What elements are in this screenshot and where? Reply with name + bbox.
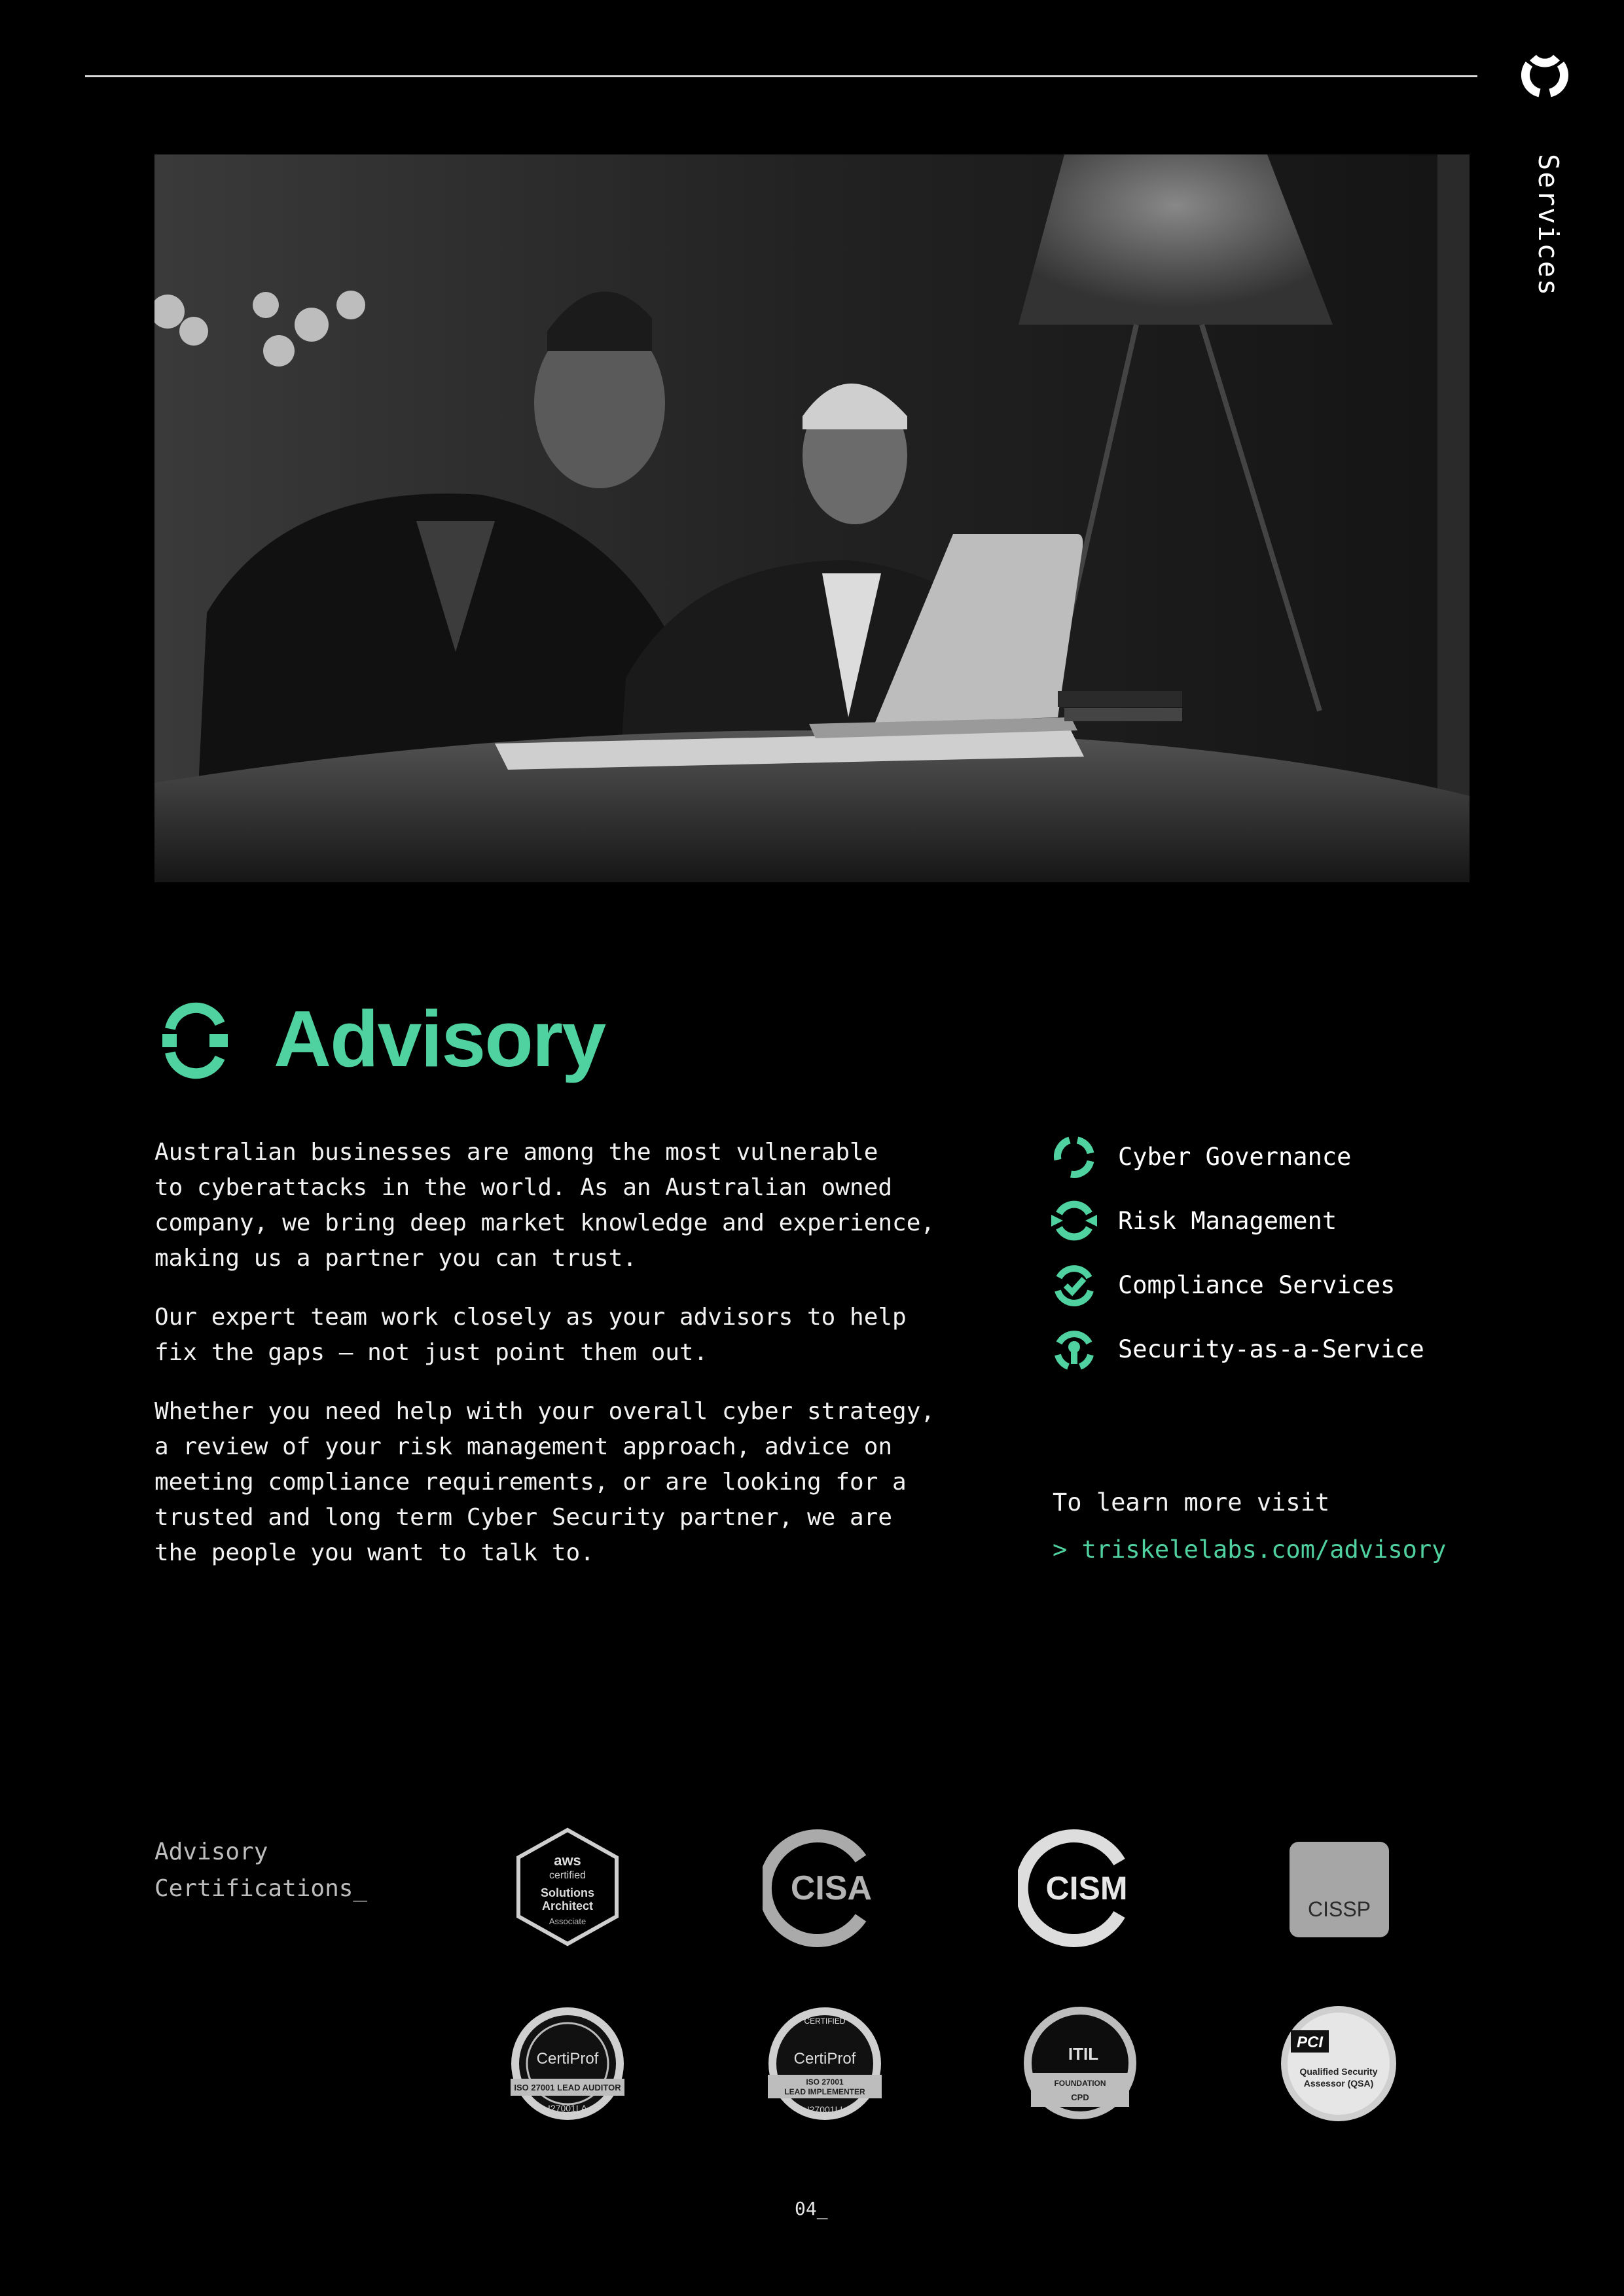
learn-more-text: To learn more visit [1053,1488,1330,1516]
svg-text:aws: aws [554,1852,581,1869]
body-text [154,1135,1005,1594]
triskele-logo-icon [1520,51,1570,103]
service-label: Security-as-a-Service [1118,1335,1424,1363]
service-label: Cyber Governance [1118,1142,1352,1171]
service-label: Compliance Services [1118,1270,1396,1299]
business-meeting-photo [154,154,1470,882]
svg-text:I27001LA: I27001LA [548,2103,587,2113]
section-title: Advisory [274,994,605,1083]
svg-text:PCI: PCI [1296,2034,1324,2051]
svg-text:Solutions: Solutions [541,1886,594,1899]
risk-management-icon [1051,1198,1097,1244]
svg-text:Assessor (QSA): Assessor (QSA) [1303,2078,1374,2089]
security-as-a-service-icon [1051,1326,1097,1372]
cisa-badge [763,1826,887,1950]
paragraph-offer: Whether you need help with your overall cyber strategy, a review of your risk management approach, advice on meeting compliance requirements, or are looking for a trusted and long term Cyber Security partner, we are the people you want to talk to. [154,1398,935,1566]
section-label: Services [1532,154,1564,297]
service-item-risk-management [1051,1189,1549,1253]
itil-foundation-badge [1018,2000,1142,2124]
service-item-cyber-governance [1051,1124,1549,1189]
cism-badge [1018,1826,1142,1950]
paragraph-team: Our expert team work closely as your advisors to help fix the gaps – not just point them out. [154,1304,907,1366]
advisory-icon [162,1000,228,1081]
svg-text:CertiProf: CertiProf [793,2050,856,2068]
aws-solutions-architect-badge [505,1825,630,1949]
svg-text:Qualified Security: Qualified Security [1299,2066,1378,2077]
page-number: 04_ [795,2198,828,2219]
pci-qsa-badge [1276,2001,1401,2126]
service-label: Risk Management [1118,1206,1337,1235]
svg-text:certified: certified [549,1870,586,1881]
certifications-label: Advisory Certifications_ [154,1839,368,1902]
iso-27001-lead-implementer-badge [763,2001,887,2126]
svg-text:CertiProf: CertiProf [536,2050,599,2068]
svg-text:CISM: CISM [1045,1870,1128,1907]
svg-text:Associate: Associate [549,1916,586,1926]
svg-text:CPD: CPD [1071,2092,1089,2102]
advisory-link[interactable]: > triskelelabs.com/advisory [1053,1535,1447,1564]
svg-text:ISO 27001 LEAD AUDITOR: ISO 27001 LEAD AUDITOR [514,2083,621,2092]
compliance-services-icon [1051,1262,1097,1308]
svg-text:ISO 27001: ISO 27001 [806,2077,844,2087]
svg-text:Architect: Architect [541,1899,594,1912]
header-divider [85,75,1477,77]
paragraph-intro: Australian businesses are among the most vulnerable to cyberattacks in the world. As an Australian owned company, we bring deep market knowledge and experience, making us a partner you can trust. [154,1139,935,1272]
svg-text:CISSP: CISSP [1307,1897,1371,1921]
svg-text:ITIL: ITIL [1068,2044,1099,2064]
service-item-security-as-a-service [1051,1317,1549,1381]
cyber-governance-icon [1051,1134,1097,1179]
svg-text:I27001LI: I27001LI [806,2104,843,2115]
services-list [1051,1124,1549,1381]
svg-text:LEAD IMPLEMENTER: LEAD IMPLEMENTER [784,2087,865,2096]
svg-text:FOUNDATION: FOUNDATION [1054,2079,1106,2088]
svg-text:CISA: CISA [790,1869,873,1907]
svg-text:CERTIFIED: CERTIFIED [804,2017,846,2026]
service-item-compliance-services [1051,1253,1549,1317]
cissp-badge [1276,1826,1401,1950]
iso-27001-lead-auditor-badge [505,2001,630,2126]
